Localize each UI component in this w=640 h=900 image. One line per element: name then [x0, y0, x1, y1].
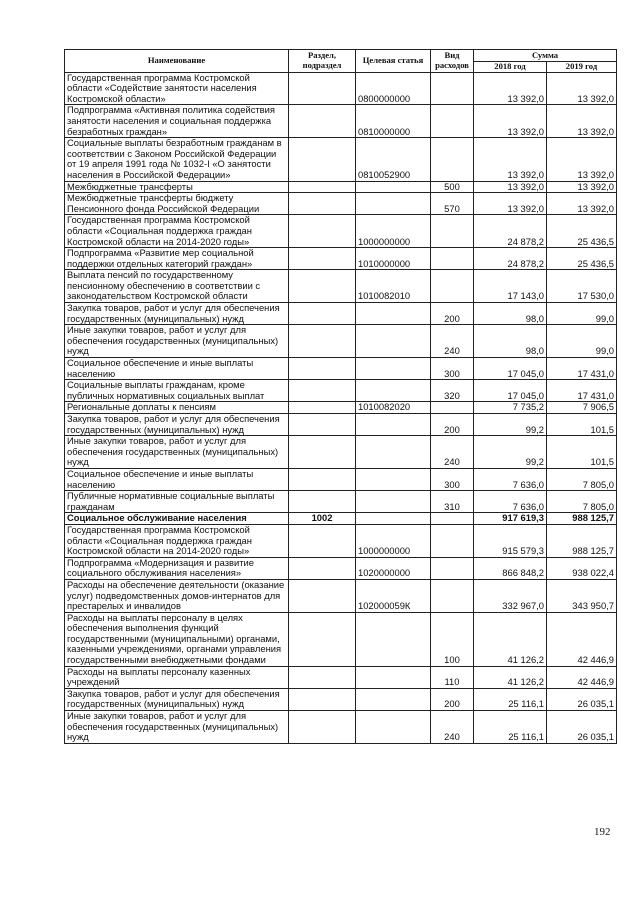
- table-body: [65, 72, 617, 743]
- cell-2018: 7 636,0: [474, 491, 547, 513]
- table-row: [65, 325, 617, 358]
- cell-name: Закупка товаров, работ и услуг для обеспечения государственных (муниципальных) нужд: [65, 688, 289, 710]
- cell-type: [431, 72, 474, 105]
- cell-type: 570: [431, 193, 474, 215]
- table-row: [65, 72, 617, 105]
- cell-2019: 26 035,1: [547, 688, 617, 710]
- cell-target: 1010000000: [356, 248, 431, 270]
- cell-target: [356, 436, 431, 469]
- cell-2019: 13 392,0: [547, 193, 617, 215]
- cell-2018: 13 392,0: [474, 193, 547, 215]
- cell-type: [431, 513, 474, 525]
- cell-type: 200: [431, 303, 474, 325]
- table-row: [65, 270, 617, 303]
- cell-2019: 7 805,0: [547, 468, 617, 490]
- table-row: [65, 436, 617, 469]
- cell-target: [356, 468, 431, 490]
- cell-type: [431, 248, 474, 270]
- cell-2019: 988 125,7: [547, 524, 617, 557]
- cell-2018: 25 116,1: [474, 711, 547, 744]
- header-type: Вид расходов: [431, 50, 474, 73]
- cell-section: [289, 491, 356, 513]
- table-row: [65, 303, 617, 325]
- cell-type: 240: [431, 436, 474, 469]
- cell-section: [289, 436, 356, 469]
- table-row: [65, 612, 617, 666]
- cell-section: [289, 414, 356, 436]
- cell-section: [289, 248, 356, 270]
- cell-2018: 99,2: [474, 414, 547, 436]
- cell-target: [356, 181, 431, 193]
- cell-target: 0810000000: [356, 105, 431, 138]
- cell-section: [289, 303, 356, 325]
- cell-2018: 915 579,3: [474, 524, 547, 557]
- cell-target: 1000000000: [356, 524, 431, 557]
- cell-2019: 343 950,7: [547, 579, 617, 612]
- cell-type: 240: [431, 325, 474, 358]
- cell-type: [431, 138, 474, 181]
- cell-target: 102000059К: [356, 579, 431, 612]
- cell-type: [431, 579, 474, 612]
- cell-type: [431, 557, 474, 579]
- table-row: [65, 711, 617, 744]
- cell-name: Подпрограмма «Активная политика содействия занятости населения и социальная поддержка безработных граждан»: [65, 105, 289, 138]
- cell-type: 200: [431, 688, 474, 710]
- cell-name: Государственная программа Костромской области «Социальная поддержка граждан Костромской области на 2014-2020 годы»: [65, 215, 289, 248]
- cell-name: Межбюджетные трансферты бюджету Пенсионного фонда Российской Федерации: [65, 193, 289, 215]
- cell-2019: 42 446,9: [547, 612, 617, 666]
- cell-2018: 13 392,0: [474, 181, 547, 193]
- table-row: [65, 414, 617, 436]
- cell-2018: 99,2: [474, 436, 547, 469]
- cell-2019: 25 436,5: [547, 248, 617, 270]
- header-section: Раздел, подраздел: [289, 50, 356, 73]
- cell-type: 310: [431, 491, 474, 513]
- cell-name: Закупка товаров, работ и услуг для обеспечения государственных (муниципальных) нужд: [65, 414, 289, 436]
- cell-2019: 26 035,1: [547, 711, 617, 744]
- cell-name: Социальные выплаты безработным гражданам в соответствии с Законом Российской Федерации от 19 апреля 1991 года № 1032-I «О занятости населения в Российской Федерации»: [65, 138, 289, 181]
- cell-2018: 98,0: [474, 303, 547, 325]
- cell-target: [356, 414, 431, 436]
- cell-2018: 13 392,0: [474, 138, 547, 181]
- cell-type: 500: [431, 181, 474, 193]
- cell-name: Иные закупки товаров, работ и услуг для обеспечения государственных (муниципальных) нужд: [65, 325, 289, 358]
- cell-type: [431, 270, 474, 303]
- cell-name: Государственная программа Костромской области «Содействие занятости населения Костромской области»: [65, 72, 289, 105]
- header-year-2019: 2019 год: [547, 62, 617, 73]
- cell-type: [431, 215, 474, 248]
- cell-section: [289, 468, 356, 490]
- cell-2018: 7 636,0: [474, 468, 547, 490]
- table-row: [65, 524, 617, 557]
- cell-name: Публичные нормативные социальные выплаты гражданам: [65, 491, 289, 513]
- cell-target: [356, 325, 431, 358]
- cell-2018: 25 116,1: [474, 688, 547, 710]
- header-year-2018: 2018 год: [474, 62, 547, 73]
- cell-name: Подпрограмма «Модернизация и развитие социального обслуживания населения»: [65, 557, 289, 579]
- cell-name: Социальное обеспечение и иные выплаты населению: [65, 468, 289, 490]
- cell-target: [356, 193, 431, 215]
- cell-type: 300: [431, 468, 474, 490]
- cell-2018: 17 045,0: [474, 358, 547, 380]
- cell-target: 1010082020: [356, 402, 431, 414]
- cell-target: [356, 666, 431, 688]
- cell-name: Региональные доплаты к пенсиям: [65, 402, 289, 414]
- cell-2018: 7 735,2: [474, 402, 547, 414]
- table-row: [65, 380, 617, 402]
- cell-2019: 938 022,4: [547, 557, 617, 579]
- cell-section: [289, 711, 356, 744]
- cell-2018: 98,0: [474, 325, 547, 358]
- cell-name: Выплата пенсий по государственному пенсионному обеспечению в соответствии с законодательством Костромской области: [65, 270, 289, 303]
- cell-type: [431, 105, 474, 138]
- cell-section: [289, 215, 356, 248]
- table-row: [65, 579, 617, 612]
- table-row: [65, 215, 617, 248]
- cell-2019: 13 392,0: [547, 72, 617, 105]
- cell-2018: 24 878,2: [474, 215, 547, 248]
- cell-2018: 17 143,0: [474, 270, 547, 303]
- table-row: [65, 248, 617, 270]
- header-sum: Сумма: [474, 50, 617, 62]
- cell-type: [431, 402, 474, 414]
- cell-name: Закупка товаров, работ и услуг для обеспечения государственных (муниципальных) нужд: [65, 303, 289, 325]
- cell-section: [289, 524, 356, 557]
- cell-2018: 41 126,2: [474, 666, 547, 688]
- cell-target: [356, 491, 431, 513]
- table-row: [65, 666, 617, 688]
- table-row: [65, 181, 617, 193]
- cell-target: 1010082010: [356, 270, 431, 303]
- cell-2018: 13 392,0: [474, 105, 547, 138]
- cell-2018: 917 619,3: [474, 513, 547, 525]
- cell-2019: 7 805,0: [547, 491, 617, 513]
- table-row: [65, 358, 617, 380]
- table-row: [65, 468, 617, 490]
- cell-2019: 99,0: [547, 303, 617, 325]
- cell-2019: 7 906,5: [547, 402, 617, 414]
- cell-target: [356, 303, 431, 325]
- cell-2018: 41 126,2: [474, 612, 547, 666]
- table-header: [65, 50, 617, 73]
- cell-name: Иные закупки товаров, работ и услуг для обеспечения государственных (муниципальных) нужд: [65, 711, 289, 744]
- cell-section: [289, 270, 356, 303]
- cell-name: Подпрограмма «Развитие мер социальной поддержки отдельных категорий граждан»: [65, 248, 289, 270]
- cell-section: [289, 181, 356, 193]
- cell-target: [356, 358, 431, 380]
- cell-section: 1002: [289, 513, 356, 525]
- cell-section: [289, 105, 356, 138]
- cell-type: 240: [431, 711, 474, 744]
- cell-section: [289, 193, 356, 215]
- cell-2019: 101,5: [547, 436, 617, 469]
- cell-section: [289, 325, 356, 358]
- cell-section: [289, 402, 356, 414]
- table-row: [65, 193, 617, 215]
- cell-name: Расходы на обеспечение деятельности (оказание услуг) подведомственных домов-интернатов для престарелых и инвалидов: [65, 579, 289, 612]
- table-row: [65, 513, 617, 525]
- cell-name: Расходы на выплаты персоналу в целях обеспечения выполнения функций государственными (муниципальными) органами, казенными учреждениями, органами управления государственными внебюджетными фондами: [65, 612, 289, 666]
- page-number: 192: [594, 826, 611, 838]
- cell-2019: 99,0: [547, 325, 617, 358]
- cell-section: [289, 72, 356, 105]
- cell-type: 320: [431, 380, 474, 402]
- cell-section: [289, 612, 356, 666]
- cell-2019: 25 436,5: [547, 215, 617, 248]
- cell-target: 1020000000: [356, 557, 431, 579]
- cell-target: [356, 711, 431, 744]
- cell-section: [289, 579, 356, 612]
- cell-name: Социальное обеспечение и иные выплаты населению: [65, 358, 289, 380]
- cell-2019: 988 125,7: [547, 513, 617, 525]
- table-row: [65, 688, 617, 710]
- header-name: Наименование: [65, 50, 289, 73]
- cell-2019: 13 392,0: [547, 181, 617, 193]
- cell-section: [289, 358, 356, 380]
- cell-name: Иные закупки товаров, работ и услуг для обеспечения государственных (муниципальных) нужд: [65, 436, 289, 469]
- cell-2019: 13 392,0: [547, 138, 617, 181]
- table-row: [65, 105, 617, 138]
- cell-2019: 17 431,0: [547, 358, 617, 380]
- budget-table: [64, 49, 617, 744]
- header-target: Целевая статья: [356, 50, 431, 73]
- cell-target: [356, 612, 431, 666]
- cell-2018: 24 878,2: [474, 248, 547, 270]
- cell-type: [431, 524, 474, 557]
- cell-name: Расходы на выплаты персоналу казенных учреждений: [65, 666, 289, 688]
- cell-type: 110: [431, 666, 474, 688]
- cell-2018: 332 967,0: [474, 579, 547, 612]
- cell-2019: 42 446,9: [547, 666, 617, 688]
- cell-2018: 866 848,2: [474, 557, 547, 579]
- cell-type: 100: [431, 612, 474, 666]
- cell-type: 200: [431, 414, 474, 436]
- cell-section: [289, 557, 356, 579]
- cell-target: 0800000000: [356, 72, 431, 105]
- cell-name: Социальные выплаты гражданам, кроме публичных нормативных социальных выплат: [65, 380, 289, 402]
- cell-target: [356, 688, 431, 710]
- cell-name: Государственная программа Костромской области «Социальная поддержка граждан Костромской области на 2014-2020 годы»: [65, 524, 289, 557]
- table-row: [65, 557, 617, 579]
- cell-2019: 101,5: [547, 414, 617, 436]
- cell-section: [289, 688, 356, 710]
- cell-2018: 17 045,0: [474, 380, 547, 402]
- cell-2019: 17 431,0: [547, 380, 617, 402]
- table-row: [65, 491, 617, 513]
- cell-target: 0810052900: [356, 138, 431, 181]
- cell-section: [289, 666, 356, 688]
- cell-section: [289, 138, 356, 181]
- cell-target: [356, 513, 431, 525]
- cell-2019: 13 392,0: [547, 105, 617, 138]
- cell-section: [289, 380, 356, 402]
- table-row: [65, 138, 617, 181]
- table-row: [65, 402, 617, 414]
- cell-2019: 17 530,0: [547, 270, 617, 303]
- cell-name: Межбюджетные трансферты: [65, 181, 289, 193]
- cell-2018: 13 392,0: [474, 72, 547, 105]
- cell-target: [356, 380, 431, 402]
- cell-type: 300: [431, 358, 474, 380]
- cell-target: 1000000000: [356, 215, 431, 248]
- cell-name: Социальное обслуживание населения: [65, 513, 289, 525]
